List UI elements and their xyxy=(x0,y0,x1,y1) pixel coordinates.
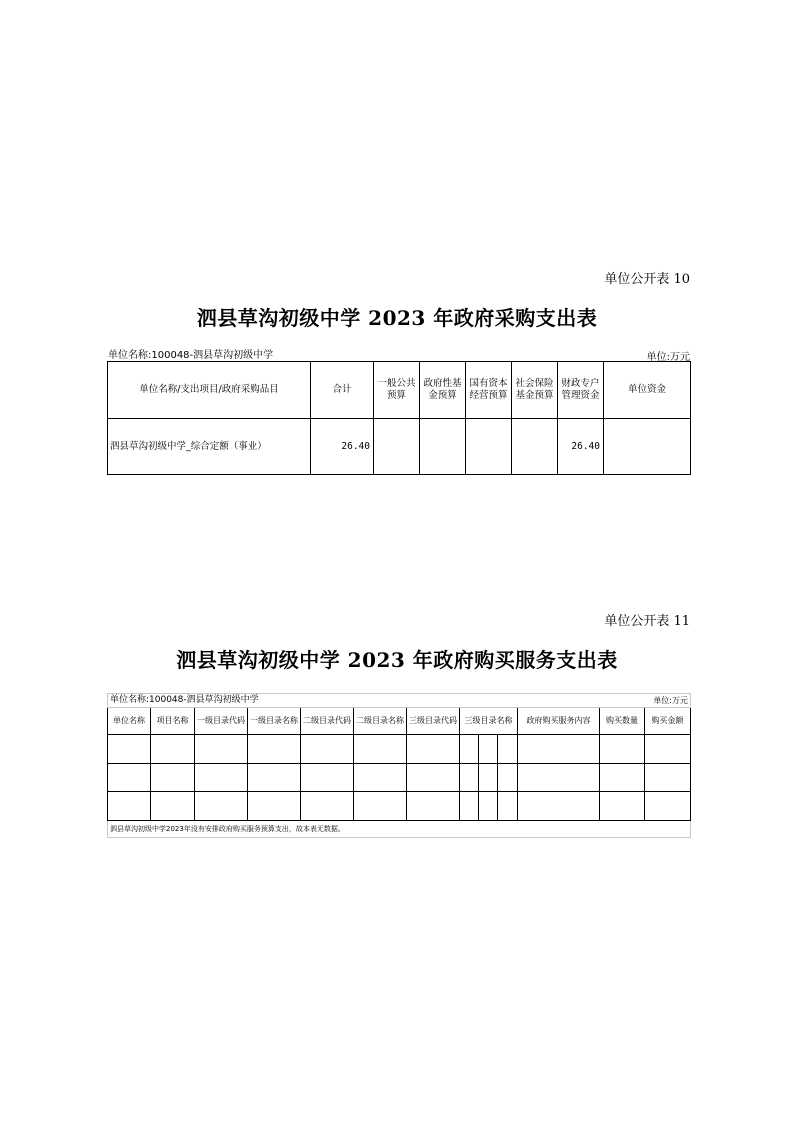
table-header-row xyxy=(108,708,691,735)
table11-unit-name: 单位名称:100048-泗县草沟初级中学 xyxy=(108,694,301,708)
table-cell xyxy=(108,735,151,764)
table10-number-label: 单位公开表 10 xyxy=(604,272,690,287)
table-cell xyxy=(645,735,691,764)
table-cell xyxy=(479,764,498,792)
services-table xyxy=(107,693,691,838)
table-cell xyxy=(354,792,407,821)
table-cell xyxy=(407,735,460,764)
table-cell xyxy=(108,764,151,792)
table11-number-label: 单位公开表 11 xyxy=(604,614,690,629)
header-cell: 购买数量 xyxy=(600,708,645,735)
table-cell xyxy=(420,419,466,475)
table-cell xyxy=(460,764,479,792)
table-row xyxy=(108,735,691,764)
header-cell: 政府性基金预算 xyxy=(420,362,466,419)
table-cell xyxy=(108,792,151,821)
table10-unit-name: 单位名称:100048-泗县草沟初级中学 xyxy=(108,350,274,361)
table-row xyxy=(108,792,691,821)
header-cell: 国有资本经营预算 xyxy=(466,362,512,419)
header-cell: 单位资金 xyxy=(604,362,691,419)
table-cell xyxy=(195,792,248,821)
table-cell xyxy=(248,764,301,792)
table-cell xyxy=(600,735,645,764)
procurement-table xyxy=(107,361,691,475)
table-cell xyxy=(604,419,691,475)
table-cell xyxy=(301,735,354,764)
header-cell: 财政专户管理资金 xyxy=(558,362,604,419)
table-cell xyxy=(512,419,558,475)
table-header-row xyxy=(108,362,691,419)
table-cell: 26.40 xyxy=(311,419,374,475)
table-cell xyxy=(460,735,479,764)
header-cell: 三级目录名称 xyxy=(460,708,518,735)
blank-cell xyxy=(460,821,691,838)
table-cell xyxy=(407,764,460,792)
table-cell xyxy=(301,792,354,821)
header-cell: 二级目录名称 xyxy=(354,708,407,735)
table-cell xyxy=(354,735,407,764)
table-cell: 泗县草沟初级中学_综合定额（事业） xyxy=(108,419,311,475)
header-cell: 单位名称/支出项目/政府采购品目 xyxy=(108,362,311,419)
table-row xyxy=(108,419,691,475)
table-cell xyxy=(479,735,498,764)
table-cell xyxy=(354,764,407,792)
header-cell: 社会保险基金预算 xyxy=(512,362,558,419)
header-cell: 一般公共预算 xyxy=(374,362,420,419)
table-cell xyxy=(407,792,460,821)
table-cell xyxy=(645,764,691,792)
table-cell xyxy=(248,735,301,764)
table-cell xyxy=(518,792,600,821)
table11-note: 泗县草沟初级中学2023年没有安排政府购买服务预算支出，故本表无数据。 xyxy=(108,821,460,838)
table11-title: 泗县草沟初级中学 2023 年政府购买服务支出表 xyxy=(176,648,618,672)
table-cell xyxy=(460,792,479,821)
table-cell xyxy=(466,419,512,475)
table-cell xyxy=(600,792,645,821)
header-cell: 三级目录代码 xyxy=(407,708,460,735)
header-cell: 项目名称 xyxy=(151,708,195,735)
header-cell: 政府购买服务内容 xyxy=(518,708,600,735)
table-cell xyxy=(645,792,691,821)
table-cell xyxy=(195,735,248,764)
table-cell xyxy=(374,419,420,475)
header-cell: 二级目录代码 xyxy=(301,708,354,735)
table-cell xyxy=(248,792,301,821)
table-cell xyxy=(498,735,518,764)
table-cell xyxy=(518,735,600,764)
header-cell: 单位名称 xyxy=(108,708,151,735)
table-cell xyxy=(479,792,498,821)
table10-title: 泗县草沟初级中学 2023 年政府采购支出表 xyxy=(196,306,598,330)
table-cell xyxy=(600,764,645,792)
header-cell: 购买金额 xyxy=(645,708,691,735)
table-cell xyxy=(151,792,195,821)
header-cell: 合计 xyxy=(311,362,374,419)
table10-unit-of-measure: 单位:万元 xyxy=(646,352,690,363)
table-cell: 26.40 xyxy=(558,419,604,475)
table-cell xyxy=(151,735,195,764)
table-cell xyxy=(151,764,195,792)
header-cell: 一级目录代码 xyxy=(195,708,248,735)
header-cell: 一级目录名称 xyxy=(248,708,301,735)
table-cell xyxy=(518,764,600,792)
table-row xyxy=(108,764,691,792)
table-cell xyxy=(195,764,248,792)
note-row xyxy=(108,821,691,838)
table-cell xyxy=(498,792,518,821)
blank-cell xyxy=(301,694,645,708)
unit-info-row xyxy=(108,694,691,708)
table11-unit-of-measure: 单位:万元 xyxy=(645,694,691,708)
table-cell xyxy=(301,764,354,792)
table-cell xyxy=(498,764,518,792)
